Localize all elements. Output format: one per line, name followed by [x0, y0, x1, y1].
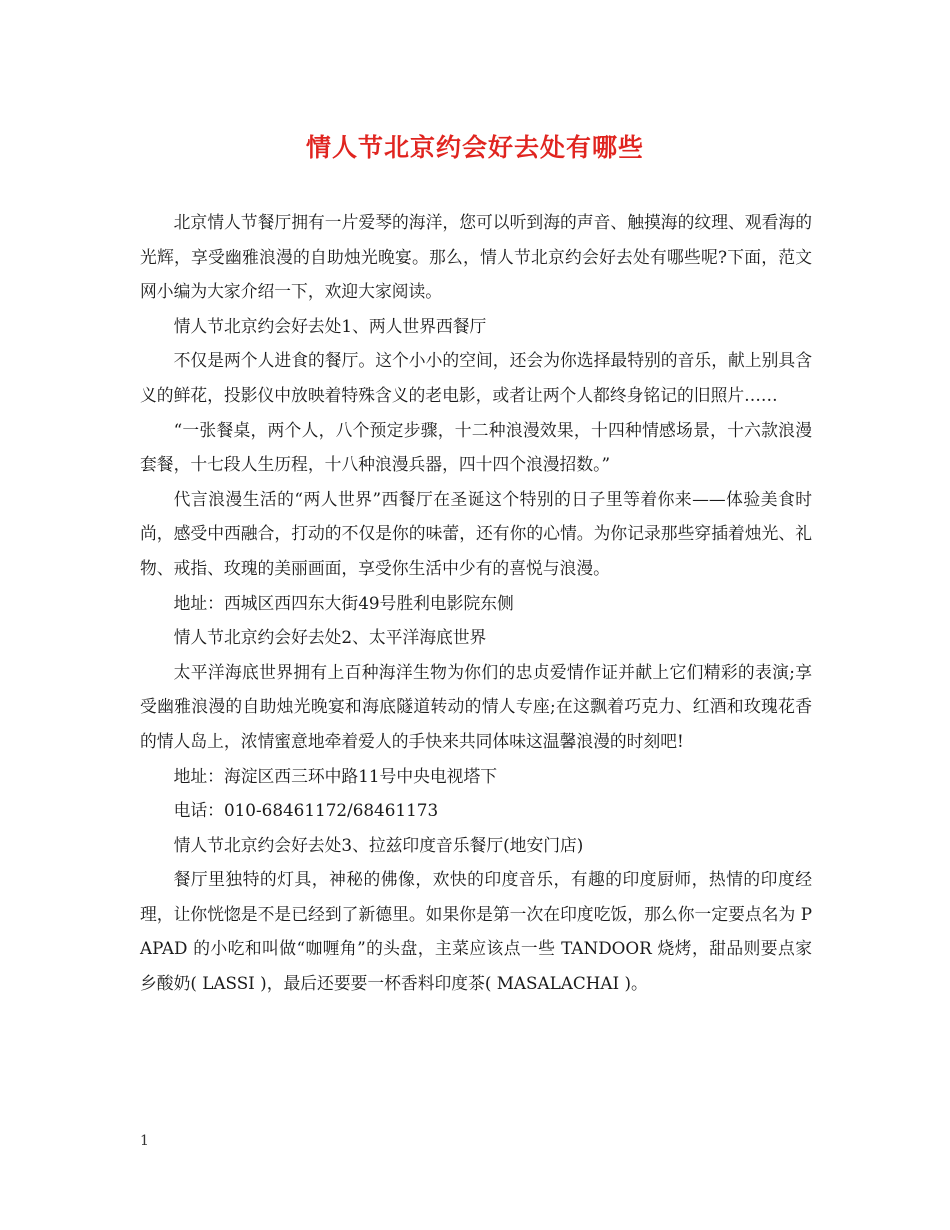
- quote-paragraph: “一张餐桌，两个人，八个预定步骤，十二种浪漫效果，十四种情感场景，十六款浪漫套餐，十七段人生历程，十八种浪漫兵器，四十四个浪漫招数。”: [140, 419, 812, 475]
- document-title: 情人节北京约会好去处有哪些: [305, 133, 644, 162]
- document-body: [140, 205, 812, 1001]
- body-paragraph: 太平洋海底世界拥有上百种海洋生物为你们的忠贞爱情作证并献上它们精彩的表演;享受幽雅浪漫的自助烛光晚宴和海底隧道转动的情人专座;在这飘着巧克力、红酒和玫瑰花香的情人岛上，浓情蜜意地牵着爱人的手快来共同体味这温馨浪漫的时刻吧!: [140, 661, 812, 751]
- body-paragraph: 餐厅里独特的灯具，神秘的佛像，欢快的印度音乐，有趣的印度厨师，热情的印度经理，让你恍惚是不是已经到了新德里。如果你是第一次在印度吃饭，那么你一定要点名为 PAPAD 的小吃和叫做“咖喱角”的头盘，主菜应该点一些 TANDOOR 烧烤，甜品则要点家乡酸奶( LASSI )，最后还要要一杯香料印度茶( MASALACHAI )。: [140, 869, 812, 994]
- section-heading-2: 情人节北京约会好去处2、太平洋海底世界: [173, 627, 487, 648]
- page-number: 1: [140, 1133, 149, 1149]
- address-line: 地址：海淀区西三环中路11号中央电视塔下: [173, 765, 498, 786]
- phone-line: 电话：010-68461172/68461173: [173, 800, 439, 821]
- section-heading-3: 情人节北京约会好去处3、拉兹印度音乐餐厅(地安门店): [173, 834, 584, 855]
- body-paragraph: 代言浪漫生活的“两人世界”西餐厅在圣诞这个特别的日子里等着你来——体验美食时尚，感受中西融合，打动的不仅是你的味蕾，还有你的心情。为你记录那些穿插着烛光、礼物、戒指、玫瑰的美丽画面，享受你生活中少有的喜悦与浪漫。: [140, 488, 812, 578]
- section-heading-1: 情人节北京约会好去处1、两人世界西餐厅: [173, 315, 487, 336]
- body-paragraph: 不仅是两个人进食的餐厅。这个小小的空间，还会为你选择最特别的音乐，献上别具含义的鲜花，投影仪中放映着特殊含义的老电影，或者让两个人都终身铭记的旧照片……: [140, 350, 812, 405]
- address-line: 地址：西城区西四东大街49号胜利电影院东侧: [173, 592, 514, 613]
- intro-paragraph: 北京情人节餐厅拥有一片爱琴的海洋，您可以听到海的声音、触摸海的纹理、观看海的光辉，享受幽雅浪漫的自助烛光晚宴。那么，情人节北京约会好去处有哪些呢?下面，范文网小编为大家介绍一下，欢迎大家阅读。: [140, 212, 812, 302]
